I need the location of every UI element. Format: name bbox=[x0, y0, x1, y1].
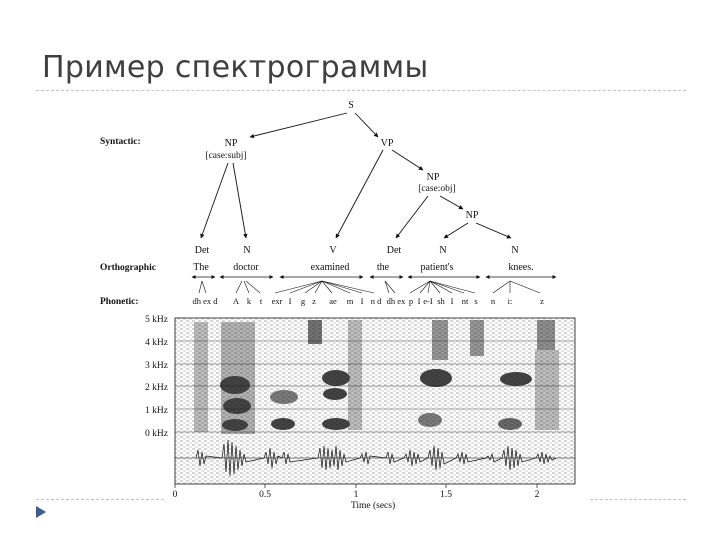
word-doctor: doctor bbox=[233, 262, 259, 273]
phone: s bbox=[474, 296, 478, 306]
word-patients: patient's bbox=[420, 262, 454, 273]
pos-det-2: Det bbox=[386, 245, 402, 256]
phone: k bbox=[246, 296, 252, 306]
syntactic-label: Syntactic: bbox=[100, 137, 141, 147]
tree-node-vp: VP bbox=[380, 138, 394, 149]
x-tick-label: 0.5 bbox=[259, 490, 271, 500]
pos-v: V bbox=[329, 245, 337, 256]
y-tick-label: 4 kHz bbox=[145, 338, 168, 348]
phone: sh bbox=[437, 296, 445, 306]
x-tick-label: 1 bbox=[353, 490, 359, 500]
y-tick-label: 0 kHz bbox=[145, 429, 168, 439]
phone: ae bbox=[329, 296, 337, 306]
slide-title: Пример спектрограммы bbox=[42, 50, 429, 85]
phonetic-label: Phonetic: bbox=[100, 297, 139, 307]
phone: I bbox=[417, 296, 421, 306]
word-knees: knees. bbox=[508, 262, 534, 273]
phone: p bbox=[408, 296, 414, 306]
tree-node-np-subj: NP bbox=[224, 138, 238, 149]
pos-n-2: N bbox=[439, 245, 447, 256]
phone: t bbox=[259, 296, 263, 306]
phone: n d bbox=[370, 296, 382, 306]
tree-feature-subj: [case:subj] bbox=[205, 151, 247, 161]
word-examined: examined bbox=[310, 262, 350, 273]
phone: g bbox=[300, 296, 306, 306]
y-tick-label: 2 kHz bbox=[145, 383, 168, 393]
phone: nt bbox=[461, 296, 469, 306]
phone: i: bbox=[507, 296, 513, 306]
phone: e-I bbox=[423, 296, 433, 306]
phone: dh ex bbox=[386, 296, 406, 306]
pos-n-3: N bbox=[511, 245, 519, 256]
pos-n-1: N bbox=[243, 245, 251, 256]
x-tick-label: 1.5 bbox=[440, 490, 452, 500]
phone: I bbox=[288, 296, 292, 306]
y-tick-label: 5 kHz bbox=[145, 315, 168, 325]
tree-node-s: S bbox=[348, 100, 354, 111]
phone: A bbox=[232, 296, 240, 306]
orthographic-label: Orthographic bbox=[100, 263, 156, 273]
y-tick-label: 1 kHz bbox=[145, 406, 168, 416]
phone: I bbox=[450, 296, 454, 306]
tree-feature-obj: [case:obj] bbox=[418, 184, 456, 194]
y-tick-label: 3 kHz bbox=[145, 361, 168, 371]
word-the-1: The bbox=[193, 262, 209, 273]
phone: n bbox=[490, 296, 496, 306]
pos-det-1: Det bbox=[194, 245, 210, 256]
phone: I bbox=[360, 296, 364, 306]
phone: z bbox=[312, 296, 316, 306]
x-tick-label: 2 bbox=[534, 490, 540, 500]
tree-node-np-inner: NP bbox=[465, 210, 479, 221]
phone: z bbox=[540, 296, 544, 306]
tree-node-np-obj: NP bbox=[426, 172, 440, 183]
phone: dh ex d bbox=[192, 296, 218, 306]
x-tick-label: 0 bbox=[172, 490, 178, 500]
x-axis-label: Time (secs) bbox=[350, 501, 396, 511]
phone: m bbox=[346, 296, 354, 306]
phone: exr bbox=[271, 296, 283, 306]
word-the-2: the bbox=[376, 262, 390, 273]
